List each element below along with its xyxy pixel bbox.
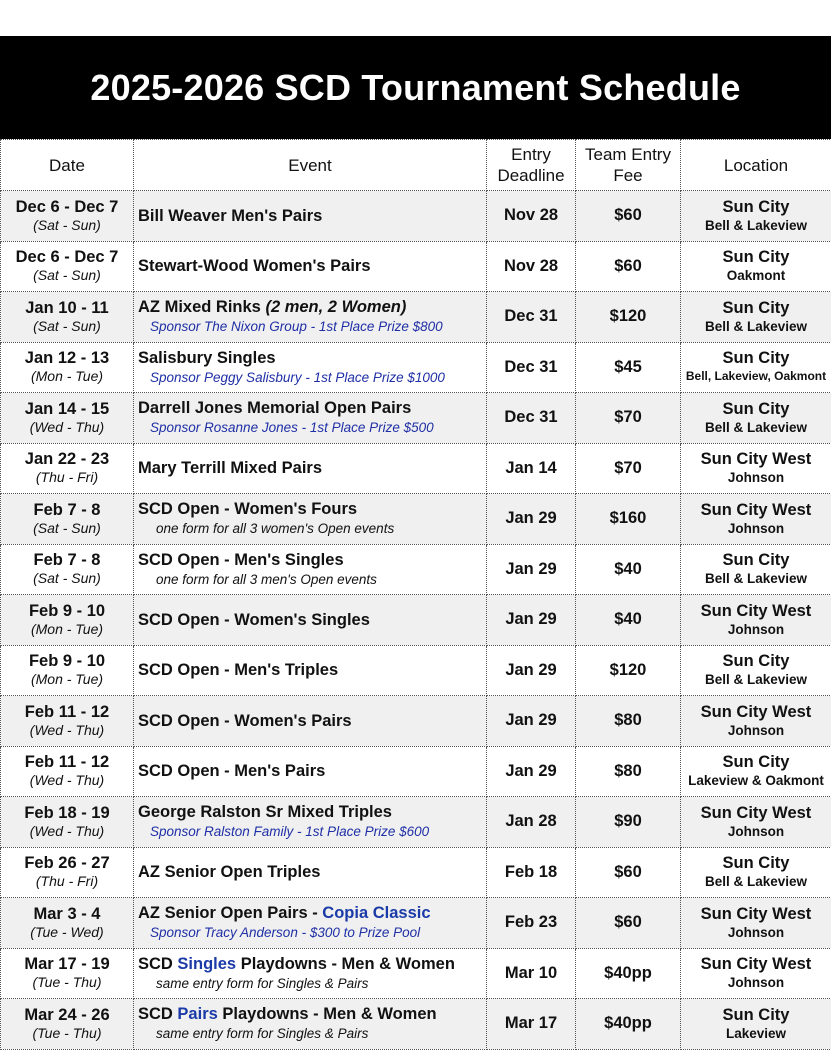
entry-deadline: Jan 28 [487,797,576,848]
location-city: Sun City West [700,601,812,620]
header-location: Location [681,140,831,191]
event-cell [134,393,487,444]
event-detail: (2 men, 2 Women) [265,298,407,317]
event-cell [134,191,487,242]
date-range: Jan 22 - 23 [24,450,110,469]
date-range: Feb 18 - 19 [24,803,110,822]
team-entry-fee: $40 [576,595,681,646]
location-venue: Johnson [727,975,785,991]
location-venue: Johnson [727,470,785,486]
date-range: Feb 9 - 10 [28,652,106,671]
page-title: 2025-2026 SCD Tournament Schedule [90,66,741,108]
date-range: Feb 9 - 10 [28,601,106,620]
location-cell [681,544,831,595]
header-entry-deadline: Entry Deadline [487,140,576,191]
event-name: SCD Open - Women's Singles [138,610,370,629]
table-row [1,746,831,797]
date-cell [1,948,134,999]
location-cell [681,948,831,999]
event-name: Darrell Jones Memorial Open Pairs [138,399,412,418]
date-cell [1,847,134,898]
date-range: Feb 7 - 8 [33,551,101,570]
date-days: (Thu - Fri) [35,469,99,486]
entry-deadline: Nov 28 [487,241,576,292]
location-city: Sun City [722,1005,790,1024]
event-cell [134,898,487,949]
date-range: Feb 11 - 12 [24,753,110,772]
top-margin [0,0,831,36]
header-event: Event [134,140,487,191]
location-venue: Johnson [727,924,785,940]
event-cell [134,746,487,797]
date-days: (Thu - Fri) [35,873,99,890]
location-cell [681,746,831,797]
location-city: Sun City [722,652,790,671]
entry-deadline: Jan 29 [487,645,576,696]
location-cell [681,595,831,646]
event-cell [134,948,487,999]
location-city: Sun City West [700,904,812,923]
location-city: Sun City [722,551,790,570]
location-cell [681,292,831,343]
event-name: AZ Senior Open Triples [138,863,321,882]
event-cell [134,544,487,595]
event-name: SCD Open - Men's Triples [138,661,339,680]
table-row [1,544,831,595]
sponsor-note: Sponsor Rosanne Jones - 1st Place Prize $500 [150,420,434,436]
date-days: (Sat - Sun) [33,317,101,334]
event-name: SCD Open - Men's Pairs [138,762,326,781]
date-cell [1,898,134,949]
date-days: (Mon - Tue) [30,368,104,385]
location-cell [681,999,831,1050]
date-range: Jan 14 - 15 [24,399,110,418]
team-entry-fee: $80 [576,696,681,747]
event-cell [134,847,487,898]
entry-deadline: Mar 10 [487,948,576,999]
table-row [1,241,831,292]
event-cell [134,645,487,696]
date-days: (Wed - Thu) [29,822,105,839]
event-cell [134,999,487,1050]
entry-deadline: Mar 17 [487,999,576,1050]
table-row [1,342,831,393]
event-name: SCD Open - Men's Singles [138,550,344,569]
header-row [1,140,831,191]
date-days: (Mon - Tue) [30,620,104,637]
date-cell [1,443,134,494]
team-entry-fee: $90 [576,797,681,848]
entry-deadline: Dec 31 [487,342,576,393]
location-city: Sun City [722,197,790,216]
location-venue: Johnson [727,722,785,738]
event-name: Bill Weaver Men's Pairs [138,206,323,225]
date-range: Feb 11 - 12 [24,702,110,721]
date-cell [1,999,134,1050]
location-venue: Johnson [727,621,785,637]
event-highlight: Copia Classic [322,904,431,923]
team-entry-fee: $70 [576,443,681,494]
team-entry-fee: $160 [576,494,681,545]
date-cell [1,696,134,747]
location-cell [681,191,831,242]
location-cell [681,696,831,747]
team-entry-fee: $70 [576,393,681,444]
team-entry-fee: $60 [576,898,681,949]
table-row [1,999,831,1050]
event-name: SCD Open - Women's Pairs [138,711,352,730]
table-row [1,948,831,999]
date-days: (Tue - Thu) [32,974,102,991]
date-cell [1,191,134,242]
date-cell [1,494,134,545]
date-range: Mar 3 - 4 [33,904,101,923]
date-days: (Sat - Sun) [33,216,101,233]
date-cell [1,645,134,696]
table-row [1,797,831,848]
location-city: Sun City West [700,702,812,721]
date-days: (Tue - Wed) [30,923,104,940]
event-name: SCD Open - Women's Fours [138,500,358,519]
date-cell [1,393,134,444]
location-venue: Lakeview [725,1025,787,1041]
entry-deadline: Jan 29 [487,595,576,646]
location-cell [681,443,831,494]
entry-form-note: same entry form for Singles & Pairs [156,975,369,991]
location-venue: Bell & Lakeview [704,672,808,688]
location-city: Sun City West [700,803,812,822]
team-entry-fee: $80 [576,746,681,797]
team-entry-fee: $40pp [576,999,681,1050]
sponsor-note: Sponsor The Nixon Group - 1st Place Prize $800 [150,319,443,335]
table-row [1,191,831,242]
event-highlight: Singles [177,954,237,973]
location-venue: Johnson [727,520,785,536]
entry-deadline: Jan 29 [487,696,576,747]
date-days: (Sat - Sun) [33,267,101,284]
date-cell [1,292,134,343]
date-cell [1,595,134,646]
entry-deadline: Feb 23 [487,898,576,949]
sponsor-note: Sponsor Tracy Anderson - $300 to Prize Pool [150,925,421,941]
sponsor-note: Sponsor Peggy Salisbury - 1st Place Prize $1000 [150,369,445,385]
date-cell [1,797,134,848]
entry-deadline: Jan 14 [487,443,576,494]
location-cell [681,847,831,898]
location-venue: Lakeview & Oakmont [688,773,824,789]
event-name: AZ Senior Open Pairs - Copia Classic [138,904,431,923]
table-row [1,898,831,949]
location-venue: Bell, Lakeview, Oakmont [685,369,827,384]
date-cell [1,241,134,292]
team-entry-fee: $120 [576,292,681,343]
location-city: Sun City [722,298,790,317]
team-entry-fee: $60 [576,847,681,898]
team-entry-fee: $120 [576,645,681,696]
team-entry-fee: $45 [576,342,681,393]
header-team-entry-fee: Team Entry Fee [576,140,681,191]
location-city: Sun City [722,349,790,368]
location-cell [681,241,831,292]
schedule-table [0,139,831,1050]
date-range: Dec 6 - Dec 7 [15,197,119,216]
entry-deadline: Nov 28 [487,191,576,242]
entry-form-note: one form for all 3 men's Open events [156,571,377,587]
table-row [1,595,831,646]
event-cell [134,241,487,292]
date-range: Jan 10 - 11 [25,298,109,317]
location-city: Sun City [722,248,790,267]
event-cell [134,342,487,393]
date-days: (Tue - Thu) [32,1024,102,1041]
event-name: AZ Mixed Rinks (2 men, 2 Women) [138,298,407,317]
event-name: George Ralston Sr Mixed Triples [138,803,392,822]
location-city: Sun City West [700,955,812,974]
entry-deadline: Jan 29 [487,746,576,797]
location-city: Sun City [722,854,790,873]
date-range: Mar 17 - 19 [24,955,110,974]
table-row [1,443,831,494]
date-range: Feb 26 - 27 [24,854,110,873]
event-cell [134,696,487,747]
location-venue: Oakmont [726,268,786,284]
date-range: Jan 12 - 13 [24,349,110,368]
date-days: (Sat - Sun) [33,519,101,536]
team-entry-fee: $60 [576,191,681,242]
location-venue: Bell & Lakeview [704,874,808,890]
location-city: Sun City West [700,500,812,519]
entry-deadline: Dec 31 [487,292,576,343]
table-row [1,393,831,444]
entry-deadline: Feb 18 [487,847,576,898]
event-cell [134,443,487,494]
location-cell [681,797,831,848]
location-city: Sun City [722,399,790,418]
date-days: (Wed - Thu) [29,721,105,738]
event-cell [134,797,487,848]
schedule-body [1,191,831,1050]
date-range: Dec 6 - Dec 7 [15,248,119,267]
event-name: Mary Terrill Mixed Pairs [138,459,323,478]
location-venue: Bell & Lakeview [704,571,808,587]
table-row [1,645,831,696]
location-cell [681,342,831,393]
event-name: Stewart-Wood Women's Pairs [138,257,371,276]
location-city: Sun City West [700,450,812,469]
location-venue: Bell & Lakeview [704,419,808,435]
event-name: SCD Singles Playdowns - Men & Women [138,954,455,973]
location-cell [681,898,831,949]
location-cell [681,645,831,696]
table-row [1,696,831,747]
team-entry-fee: $60 [576,241,681,292]
location-cell [681,494,831,545]
location-venue: Bell & Lakeview [704,217,808,233]
date-cell [1,342,134,393]
date-days: (Sat - Sun) [33,570,101,587]
date-cell [1,544,134,595]
date-cell [1,746,134,797]
location-venue: Johnson [727,823,785,839]
location-cell [681,393,831,444]
event-name: Salisbury Singles [138,348,276,367]
entry-deadline: Dec 31 [487,393,576,444]
date-days: (Mon - Tue) [30,671,104,688]
entry-deadline: Jan 29 [487,544,576,595]
team-entry-fee: $40 [576,544,681,595]
entry-deadline: Jan 29 [487,494,576,545]
team-entry-fee: $40pp [576,948,681,999]
entry-form-note: same entry form for Singles & Pairs [156,1026,369,1042]
event-highlight: Pairs [177,1005,218,1024]
entry-form-note: one form for all 3 women's Open events [156,521,395,537]
table-row [1,292,831,343]
date-days: (Wed - Thu) [29,772,105,789]
date-range: Mar 24 - 26 [24,1005,110,1024]
header-date: Date [1,140,134,191]
location-city: Sun City [722,753,790,772]
sponsor-note: Sponsor Ralston Family - 1st Place Prize $600 [150,824,430,840]
table-row [1,847,831,898]
event-cell [134,595,487,646]
date-days: (Wed - Thu) [29,418,105,435]
date-range: Feb 7 - 8 [33,500,101,519]
location-venue: Bell & Lakeview [704,318,808,334]
event-cell [134,292,487,343]
table-row [1,494,831,545]
event-cell [134,494,487,545]
event-name: SCD Pairs Playdowns - Men & Women [138,1005,437,1024]
title-banner [0,36,831,139]
